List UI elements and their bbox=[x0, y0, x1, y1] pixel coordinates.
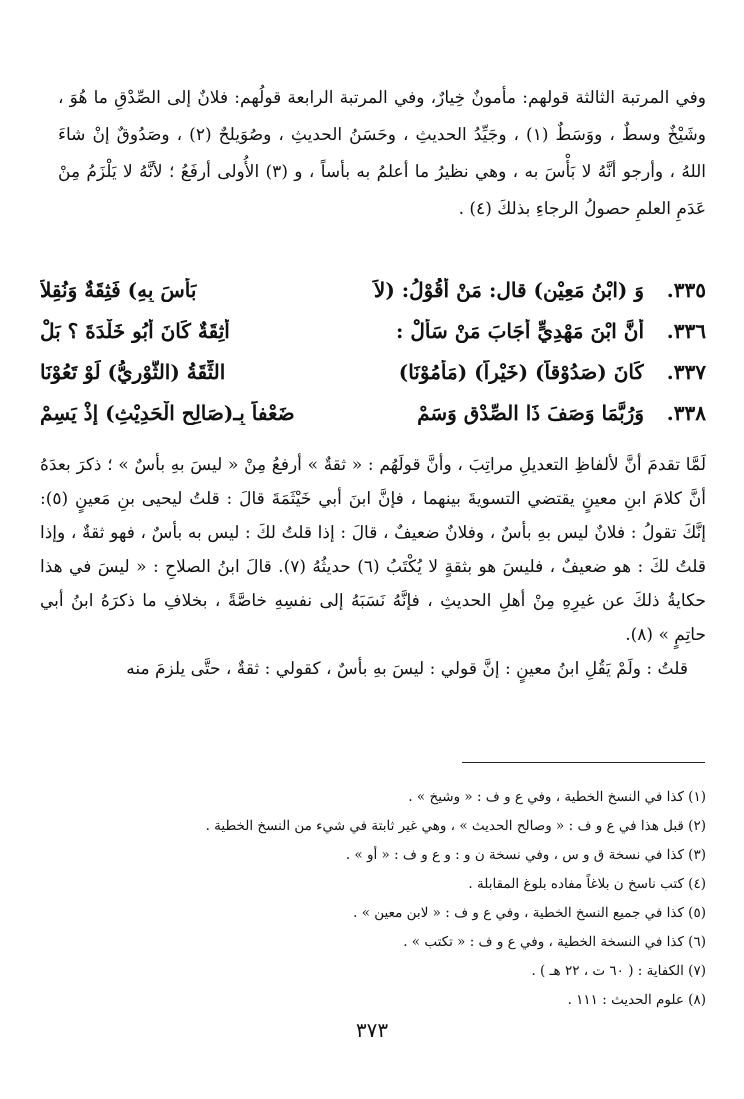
footnote: (١) كذا في النسخ الخطية ، وفي ع و ف : « وشيخ » . bbox=[408, 789, 706, 805]
footnote-divider bbox=[462, 762, 705, 763]
commentary bbox=[40, 448, 706, 686]
footnote: (٥) كذا في جميع النسخ الخطية ، وفي ع و ف : « لابن معين » . bbox=[353, 905, 706, 921]
verse-second-hemistich: أَثِقَةٌ كَانَ أَبُو خَلْدَةَ ؟ بَلْ bbox=[40, 319, 230, 343]
verse-line bbox=[40, 278, 706, 319]
commentary-paragraph: لَمَّا تقدمَ أنَّ لألفاظِ التعديلِ مراتِبَ ، وأنَّ قولَهُم : « ثقةٌ » أرفعُ مِنْ « ليسَ بهِ بأسٌ » ؛ ذكرَ بعدَهُ أنَّ كلامَ ابنِ معينٍ يقتضي التسويةَ بينهما ، فإنَّ ابنَ أبي خَيْثَمَةَ قالَ : قلتُ ليحيى بنِ مَعينٍ (٥): إنَّكَ تقولُ : فلانٌ ليس بهِ بأسٌ ، وفلانٌ ضعيفٌ ، قالَ : إذا قلتُ لكَ : ليس به بأسٌ ، فهو ثقةٌ ، وإذا قلتُ لكَ : هو ضعيفٌ ، فليسَ هو بثقةٍ لا يُكْتَبُ (٦) حديثُهُ (٧). قالَ ابنُ الصلاحِ : « ليسَ في هذا حكايةُ ذلكَ عن غيرِهِ مِنْ أهلِ الحديثِ ، فإنَّهُ نَسَبَهُ إلى نفسِهِ خاصَّةً ، بخلافِ ما ذكرَهُ ابنُ أبي حاتِمٍ » (٨). bbox=[40, 455, 707, 645]
footnote: (٦) كذا في النسخة الخطية ، وفي ع و ف : « تكتب » . bbox=[403, 934, 706, 950]
verse-second-hemistich: ضَعْفاً بِـ(صَالِحِ الْحَدِيْثِ) إِذْ يَسِمْ bbox=[40, 401, 295, 425]
verse-second-hemistich: الثِّقَةُ (الثَّوْرِيُّ) لَوْ تَعُوْنَا bbox=[40, 360, 226, 384]
verse-number: ٣٣٦. bbox=[666, 319, 706, 343]
verse-first-hemistich: أَنَّ ابْنَ مَهْدِيٍّ أَجَابَ مَنْ سَأَلْ : bbox=[396, 319, 644, 343]
footnote: (٧) الكفاية : ( ٦٠ ت ، ٢٢ هـ ) . bbox=[531, 963, 706, 979]
verse-block bbox=[40, 278, 706, 442]
verse-number: ٣٣٥. bbox=[666, 278, 706, 302]
verse-number: ٣٣٧. bbox=[666, 360, 706, 384]
intro-paragraph: وفي المرتبة الثالثة قولهم: مأمونٌ خِيارٌ، وفي المرتبة الرابعة قولُهم: فلانٌ إلى الصِّدْقِ ما هُوَ ، وشَيْخٌ وسطٌ ، ووَسَطٌ (١) ، وجَيِّدُ الحديثِ ، وحَسَنُ الحديثِ ، وصُوَيلحٌ (٢) ، وصَدُوقٌ إنْ شاءَ اللهُ ، وأرجو أنَّهُ لا بَأْسَ به ، وهي نظيرُ ما أعلمُ به بأساً ، و (٣) الأُولى أرفَعُ ؛ لأنَّهُ لا يَلْزَمُ مِنْ عَدَمِ العلمِ حصولُ الرجاءِ بذلكَ (٤) . bbox=[58, 88, 707, 219]
verse-second-hemistich: بَأْسَ بِهِ) فَثِقَةٌ وَنُقِلاَ bbox=[40, 278, 197, 302]
footnotes bbox=[80, 783, 706, 1015]
verse-first-hemistich: وَ (ابْنُ مَعِيْنٍ) قال: مَنْ أَقُوْلُ: (لاَ bbox=[373, 278, 644, 302]
verse-number: ٣٣٨. bbox=[666, 401, 706, 425]
page-number: ٣٧٣ bbox=[355, 1018, 389, 1042]
footnote: (٢) قبل هذا في ع و ف : « وصالح الحديث » ، وهي غير ثابتة في شيء من النسخ الخطية . bbox=[205, 818, 706, 834]
footnote: (٤) كتب ناسخ ن بلاغاً مفاده بلوغ المقابلة . bbox=[468, 876, 706, 892]
footnote: (٣) كذا في نسخة ق و س ، وفي نسخة ن و : و ع و ف : « أو » . bbox=[345, 847, 706, 863]
commentary-paragraph: قلتُ : ولَمْ يَقُلِ ابنُ معينٍ : إنَّ قولي : ليسَ بهِ بأسٌ ، كقولي : ثقةٌ ، حتَّى يلزمَ منه bbox=[126, 659, 688, 679]
verse-line bbox=[40, 319, 706, 360]
verse-line bbox=[40, 401, 706, 442]
verse-first-hemistich: وَرُبَّمَا وَصَفَ ذَا الصِّدْقِ وَسَمْ bbox=[417, 401, 644, 425]
verse-line bbox=[40, 360, 706, 401]
footnote: (٨) علوم الحديث : ١١١ . bbox=[567, 992, 706, 1008]
verse-first-hemistich: كَانَ (صَدُوْقاً) (خَيْراً) (مَأْمُوْنَا) bbox=[398, 360, 644, 384]
